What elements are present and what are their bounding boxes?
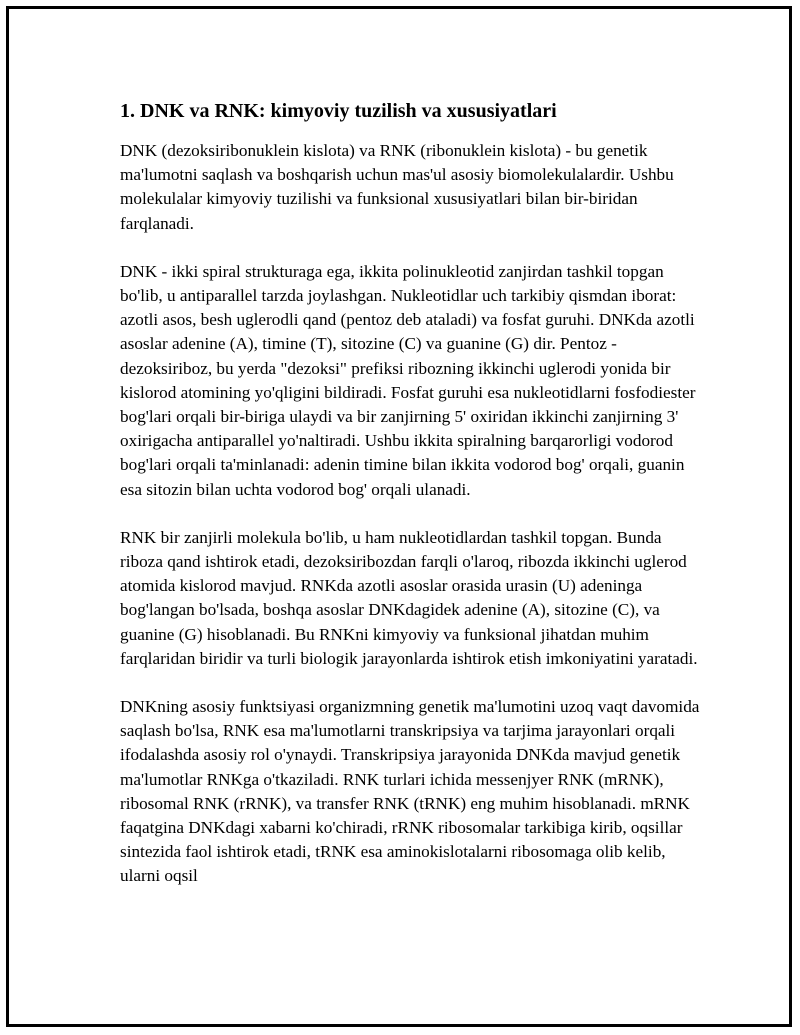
document-body [120,97,700,889]
paragraph-functions: DNKning asosiy funktsiyasi organizmning genetik ma'lumotini uzoq vaqt davomida saqlash bo'lsa, RNK esa ma'lumotlarni transkripsiya va tarjima jarayonlari orqali ifodalashda asosiy rol o'ynaydi. Transkripsiya jarayonida DNKda mavjud genetik ma'lumotlar RNKga o'tkaziladi. RNK turlari ichida messenjyer RNK (mRNK), ribosomal RNK (rRNK), va transfer RNK (tRNK) eng muhim hisoblanadi. mRNK faqatgina DNKdagi xabarni ko'chiradi, rRNK ribosomalar tarkibiga kirib, oqsillar sintezida faol ishtirok etadi, tRNK esa aminokislotalarni ribosomaga olib kelib, ularni oqsil [120,697,700,886]
paragraph-rnk-structure: RNK bir zanjirli molekula bo'lib, u ham nukleotidlardan tashkil topgan. Bunda riboza qand ishtirok etadi, dezoksiribozdan farqli o'laroq, ribozda ikkinchi uglerod atomida kislorod mavjud. RNKda azotli asoslar orasida urasin (U) adeninga bog'langan bo'lsada, boshqa asoslar DNKdagidek adenine (A), sitozine (C), va guanine (G) hisoblanadi. Bu RNKni kimyoviy va funksional jihatdan muhim farqlaridan biridir va turli biologik jarayonlarda ishtirok etish imkoniyatini yaratadi. [120,527,698,668]
paragraph-intro: DNK (dezoksiribonuklein kislota) va RNK (ribonuklein kislota) - bu genetik ma'lumotni saqlash va boshqarish uchun mas'ul asosiy biomolekulalardir. Ushbu molekulalar kimyoviy tuzilishi va funksional xususiyatlari bilan bir-biridan farqlanadi. [120,141,674,233]
page-frame [6,6,792,1027]
paragraph-dnk-structure: DNK - ikki spiral strukturaga ega, ikkita polinukleotid zanjirdan tashkil topgan bo'lib, u antiparallel tarzda joylashgan. Nukleotidlar uch tarkibiy qismdan iborat: azotli asos, besh uglerodli qand (pentoz deb ataladi) va fosfat guruhi. DNKda azotli asoslar adenine (A), timine (T), sitozine (C) va guanine (G) dir. Pentoz - dezoksiriboz, bu yerda "dezoksi" prefiksi ribozning ikkinchi uglerodi yonida bir kislorod atomining yo'qligini bildiradi. Fosfat guruhi esa nukleotidlarni fosfodiester bog'lari orqali bir-biriga ulaydi va bir zanjirning 5' oxiridan ikkinchi zanjirning 3' oxirigacha antiparallel yo'naltiradi. Ushbu ikkita spiralning barqarorligi vodorod bog'lari orqali ta'minlanadi: adenin timine bilan ikkita vodorod bog' orqali, guanin esa sitozin bilan uchta vodorod bog' orqali ulanadi. [120,261,696,499]
section-title: 1. DNK va RNK: kimyoviy tuzilish va xususiyatlari [120,100,557,122]
